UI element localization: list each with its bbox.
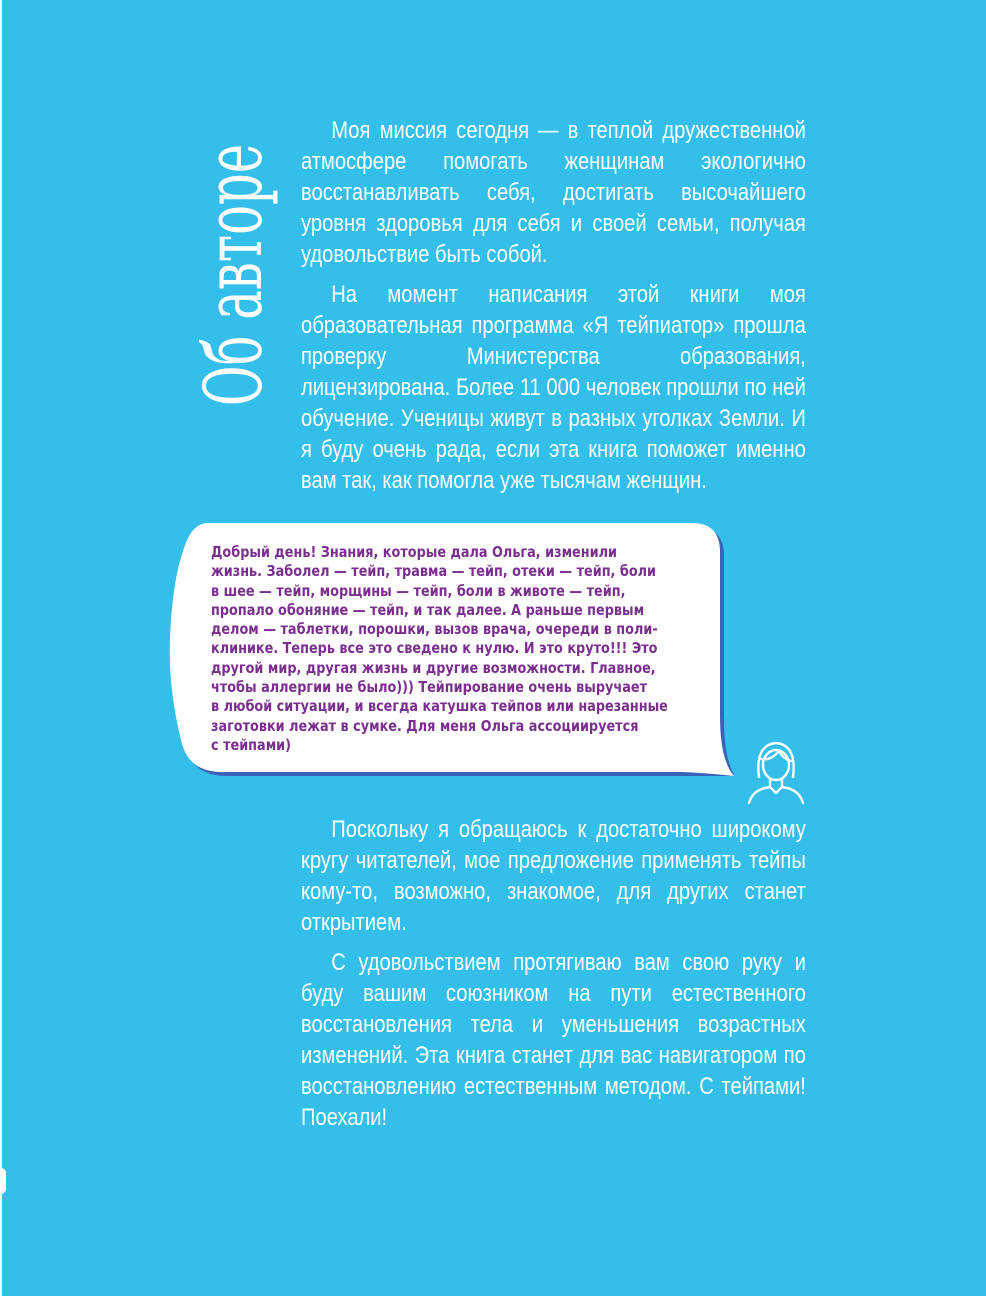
paragraph-invitation: С удовольствием протягиваю вам свою руку и буду вашим союзником на пути естественного восстановления тела и уменьшения возрастных изменений. Эта книга станет для вас навигатором по восстановлению естественным методом. С тейпами! Поехали! xyxy=(301,949,806,1131)
paragraph-readers: Поскольку я обращаюсь к достаточно широкому кругу читателей, мое предложение применять тейпы кому-то, возможно, знакомое, для других станет открытием. xyxy=(301,816,806,936)
woman-avatar-icon xyxy=(745,739,807,805)
book-page xyxy=(2,0,986,1296)
testimonial-text: Добрый день! Знания, которые дала Ольга, изменили жизнь. Заболел — тейп, травма — тейп, отеки — тейп, боли в шее — тейп, морщины — тейп, боли в животе — тейп, пропало обоняние — тейп, и так далее. А раньше первым делом — таблетки, порошки, вызов врача, очереди в поли- клинике. Теперь все это сведено к нулю. И это круто!!! Это другой мир, другая жизнь и другие возможности. Главное, чтобы аллергии не было))) Тейпирование очень выручает в любой ситуации, и всегда катушка тейпов или нарезанные заготовки лежат в сумке. Для меня Ольга ассоциируется с тейпами) xyxy=(211,543,668,754)
intro-text xyxy=(301,115,806,505)
testimonial-quote xyxy=(211,543,715,755)
paragraph-mission: Моя миссия сегодня — в теплой дружественной атмосфере помогать женщинам экологично восстанавливать себя, достигать высочайшего уровня здоровья для себя и своей семьи, получая удовольствие быть собой. xyxy=(301,117,806,268)
section-title xyxy=(188,123,280,427)
closing-text xyxy=(301,814,806,1142)
section-title-text: Об авторе xyxy=(187,143,280,407)
paragraph-program: На момент написания этой книги моя образовательная программа «Я тейпиатор» прошла проверку Министерства образования, лицензирована. Более 11 000 человек прошли по ней обучение. Ученицы живут в разных уголках Земли. И я буду очень рада, если эта книга поможет именно вам так, как помогла уже тысячам женщин. xyxy=(301,281,806,494)
page-edge-tab xyxy=(2,1168,6,1194)
